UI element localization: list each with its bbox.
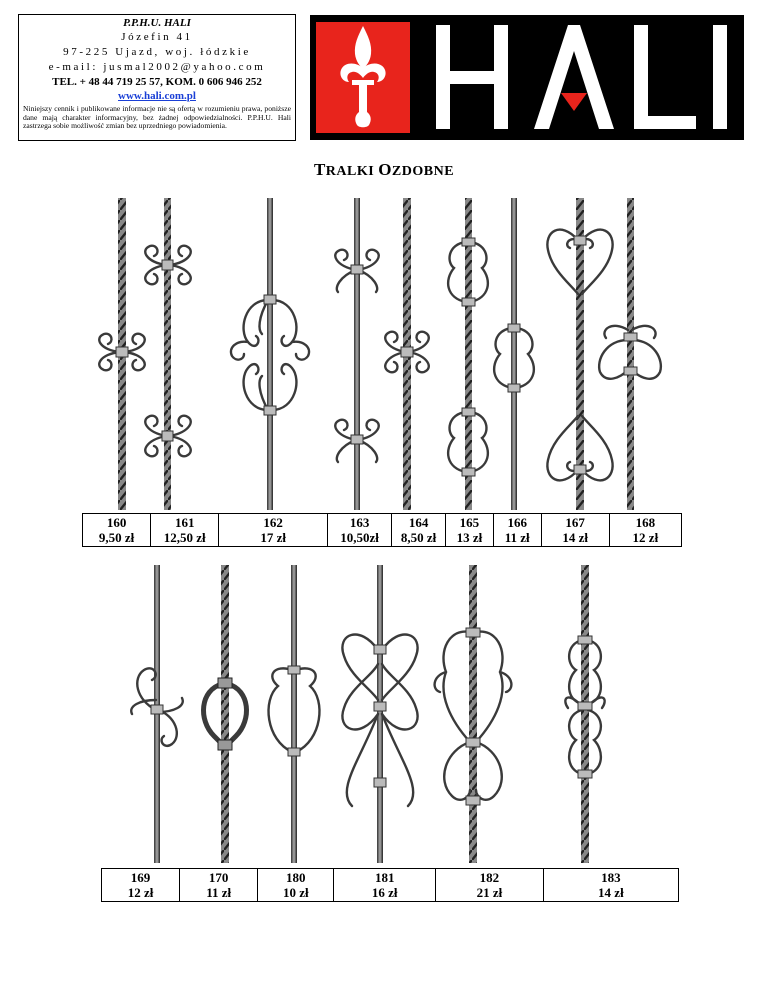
table-cell: 164 8,50 zł (392, 514, 446, 547)
baluster-181-icon (342, 565, 417, 863)
baluster-165-icon (448, 198, 488, 510)
address-line-2: 97-225 Ujazd, woj. łódzkie (63, 46, 251, 58)
baluster-170-icon (204, 565, 247, 863)
email-line: e-mail: jusmal2002@yahoo.com (48, 61, 266, 73)
table-cell: 161 12,50 zł (151, 514, 219, 547)
table-cell: 181 16 zł (334, 869, 436, 902)
baluster-168-icon (599, 198, 661, 510)
disclaimer-text: Niniejszy cennik i publikowane informacje nie są ofertą w rozumieniu prawa, poniższe dane mają charakter informacyjny, bez żadnej odpowiedzialności. P.P.H.U. Hali zastrzega sobie możliwość zmian bez uprzedniego powiadomienia. (23, 104, 291, 131)
table-cell: 166 11 zł (493, 514, 541, 547)
baluster-180-icon (269, 565, 320, 863)
table-cell: 162 17 zł (219, 514, 328, 547)
table-cell: 169 12 zł (102, 869, 180, 902)
baluster-183-icon (565, 565, 604, 863)
table-cell: 180 10 zł (258, 869, 334, 902)
baluster-182-icon (435, 565, 512, 863)
phone-line: TEL. + 48 44 719 25 57, KOM. 0 606 946 252 (52, 76, 262, 88)
table-cell: 165 13 zł (446, 514, 494, 547)
website-link[interactable]: www.hali.com.pl (118, 90, 196, 102)
price-table-row-1 (82, 513, 682, 547)
baluster-162-icon (231, 198, 309, 510)
table-cell: 160 9,50 zł (83, 514, 151, 547)
address-line-1: Józefin 41 (121, 31, 193, 43)
price-table-row-2 (101, 868, 679, 902)
baluster-160-icon (99, 198, 145, 510)
baluster-169-icon (131, 565, 183, 863)
baluster-164-icon (385, 198, 429, 510)
table-cell: 183 14 zł (543, 869, 678, 902)
table-cell: 163 10,50zł (328, 514, 392, 547)
baluster-163-icon (335, 198, 379, 510)
table-cell: 170 11 zł (180, 869, 258, 902)
page-title: TRALKI OZDOBNE (313, 160, 455, 179)
baluster-161-icon (145, 198, 191, 510)
table-cell: 168 12 zł (609, 514, 681, 547)
table-cell: 167 14 zł (541, 514, 609, 547)
table-cell: 182 21 zł (436, 869, 544, 902)
baluster-166-icon (494, 198, 534, 510)
company-name: P.P.H.U. HALI (123, 17, 191, 29)
